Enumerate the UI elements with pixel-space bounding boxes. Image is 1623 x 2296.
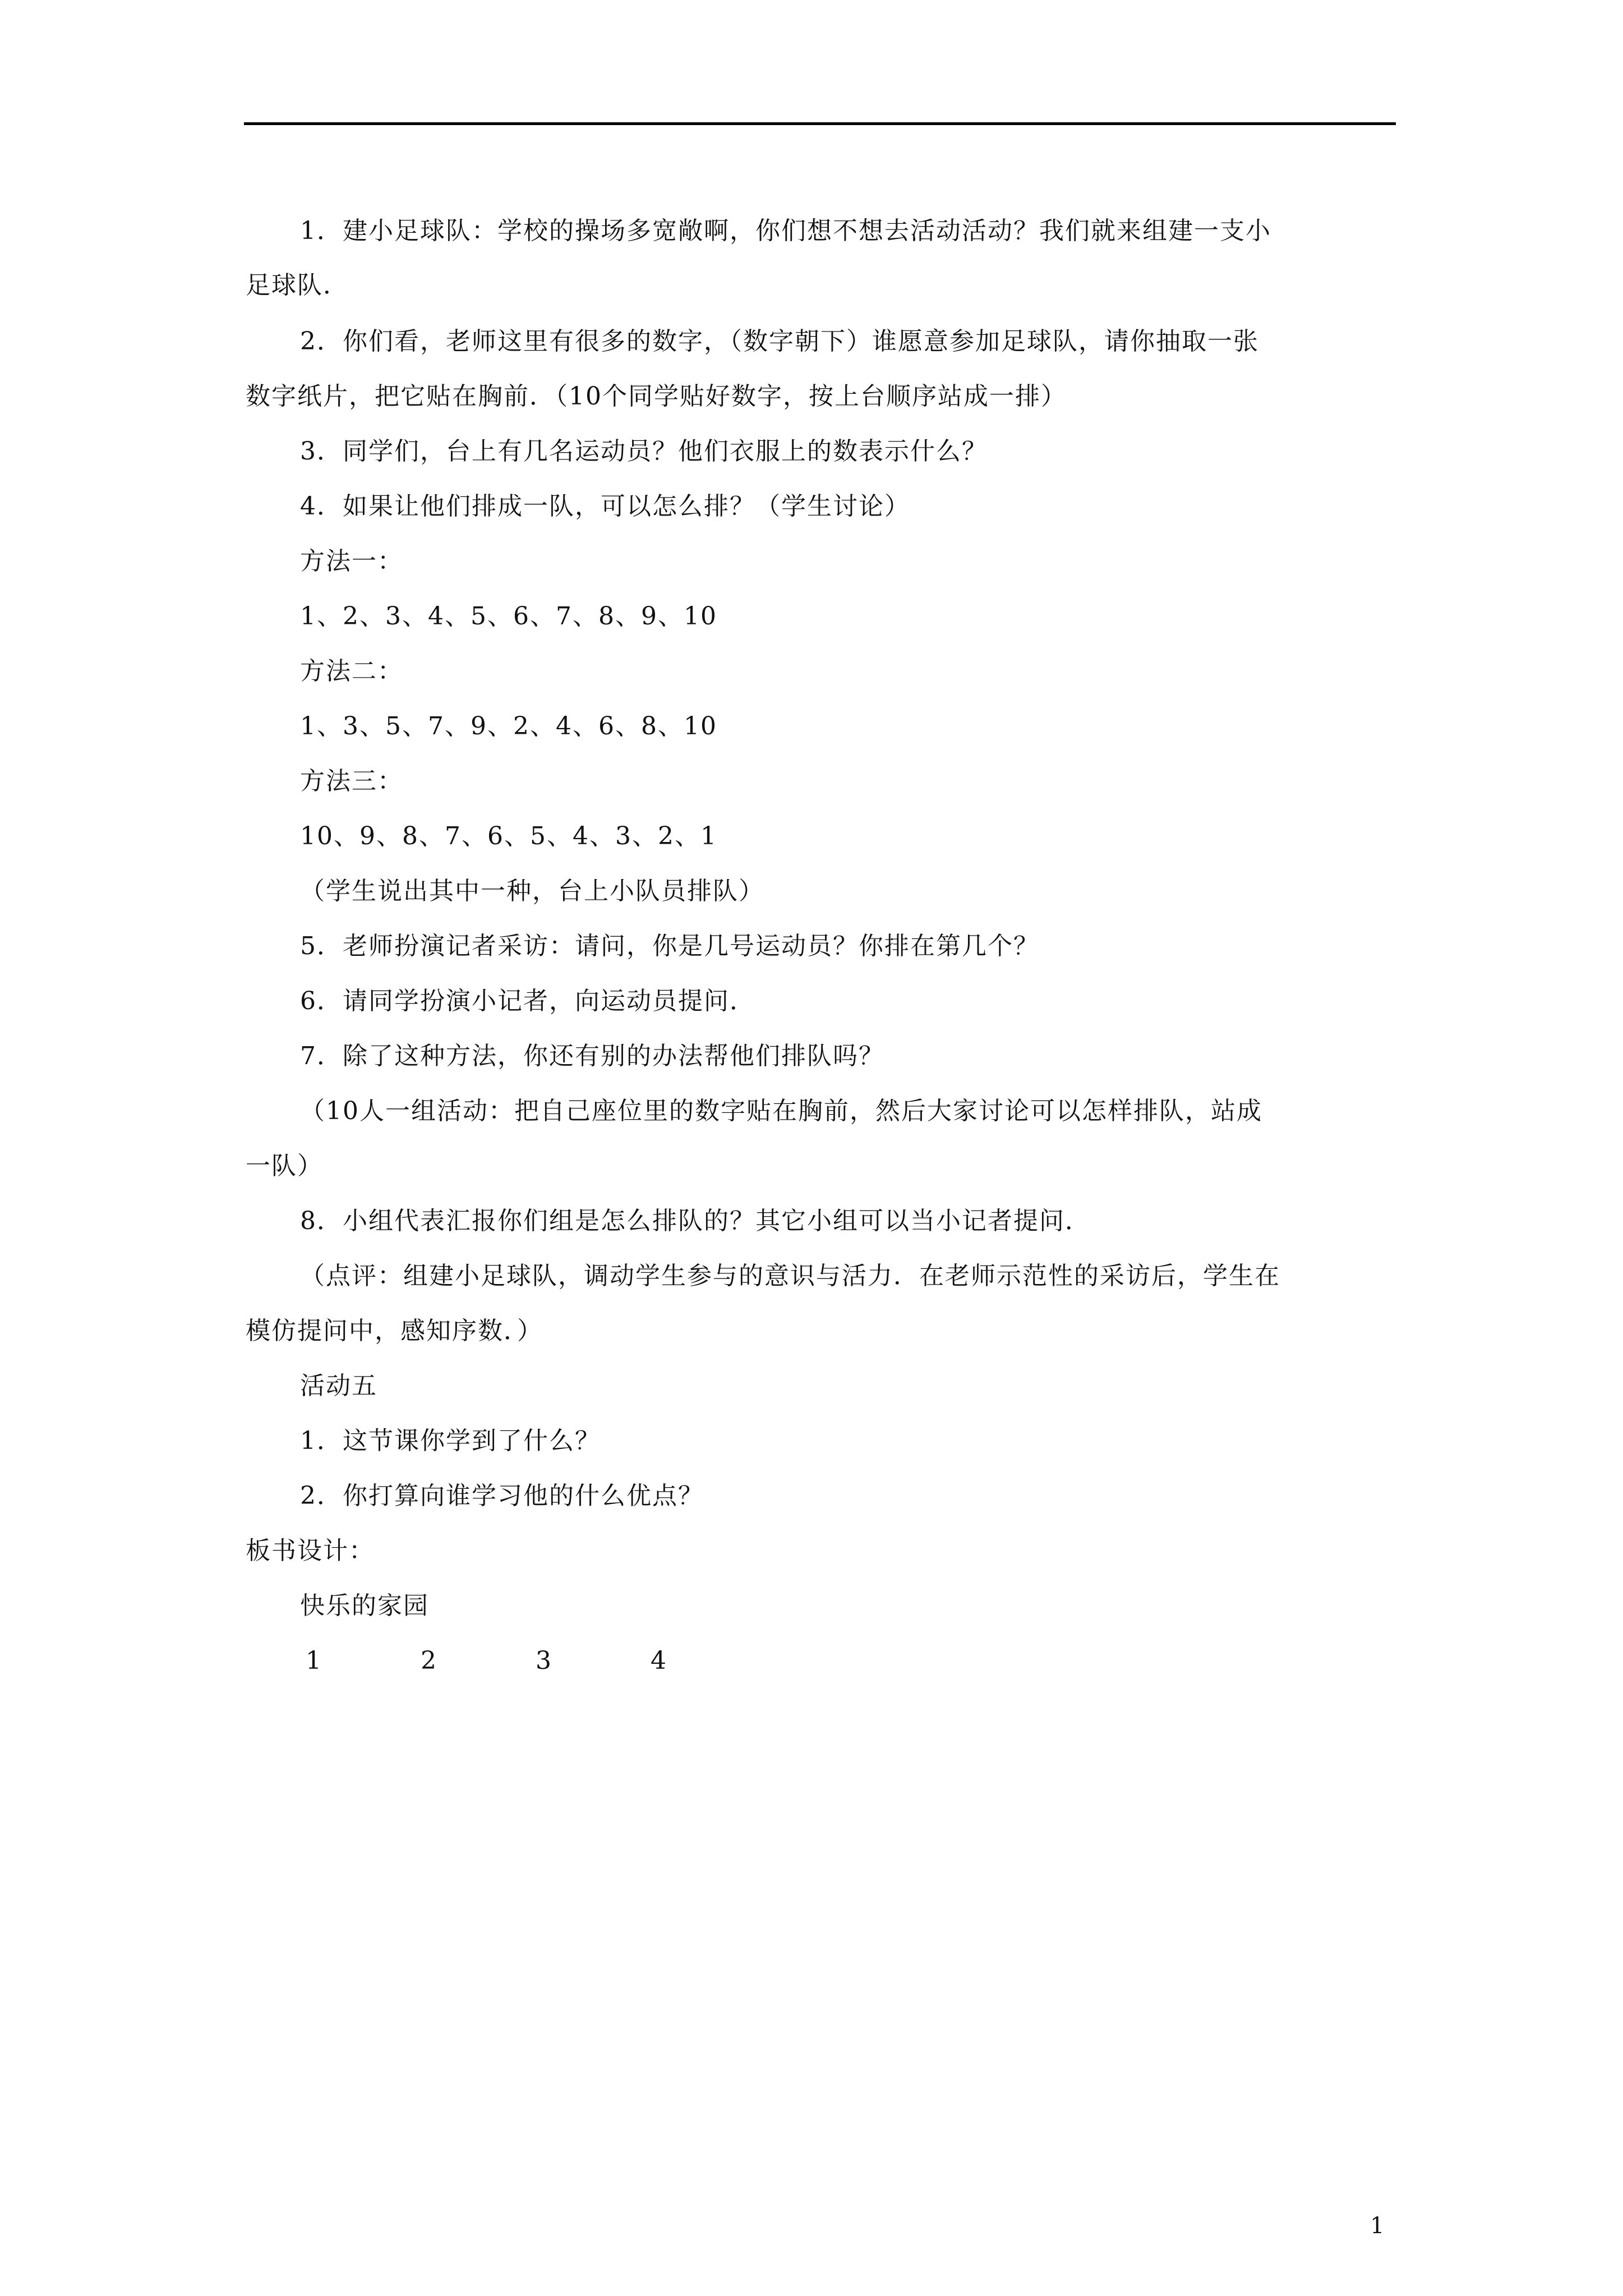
paragraph-line: 模仿提问中，感知序数．） [246,1317,543,1345]
board-number: 4 [651,1646,666,1675]
paragraph-line: 2．你打算向谁学习他的什么优点？ [300,1481,704,1510]
paragraph-line: 6．请同学扮演小记者，向运动员提问． [300,987,755,1015]
paragraph-line: 活动五 [300,1372,377,1400]
paragraph-line: 3．同学们，台上有几名运动员？他们衣服上的数表示什么？ [300,437,988,466]
paragraph-line: 7．除了这种方法，你还有别的办法帮他们排队吗？ [300,1042,884,1070]
paragraph-line: （10人一组活动：把自己座位里的数字贴在胸前，然后大家讨论可以怎样排队，站成 [300,1097,1262,1125]
paragraph-line: 1、3、5、7、9、2、4、6、8、10 [300,712,717,740]
paragraph-line: 方法二： [300,657,403,685]
paragraph-line: 一队） [246,1152,323,1180]
paragraph-line: 方法一： [300,547,403,576]
paragraph-line: 5．老师扮演记者采访：请问，你是几号运动员？你排在第几个？ [300,932,1039,960]
paragraph-line: 10、9、8、7、6、5、4、3、2、1 [300,822,717,850]
paragraph-line: 1、2、3、4、5、6、7、8、9、10 [300,602,717,631]
paragraph-line: 足球队． [246,271,349,300]
paragraph-line: （点评：组建小足球队，调动学生参与的意识与活力．在老师示范性的采访后，学生在 [300,1262,1280,1290]
paragraph-line: 2．你们看，老师这里有很多的数字，（数字朝下）谁愿意参加足球队，请你抽取一张 [300,327,1259,356]
board-number: 1 [306,1646,321,1675]
paragraph-line: 快乐的家园 [300,1591,429,1620]
paragraph-line: 板书设计： [246,1536,375,1565]
paragraph-line: 8．小组代表汇报你们组是怎么排队的？其它小组可以当小记者提问． [300,1207,1091,1235]
paragraph-line: 1．这节课你学到了什么？ [300,1427,601,1455]
paragraph-line: 4．如果让他们排成一队，可以怎么排？（学生讨论） [300,492,910,521]
board-number: 3 [536,1646,551,1675]
paragraph-line: 方法三： [300,767,403,795]
paragraph-line: 1．建小足球队：学校的操场多宽敞啊，你们想不想去活动活动？我们就来组建一支小 [300,217,1271,245]
page-number: 1 [1370,2213,1385,2239]
paragraph-line: 数字纸片，把它贴在胸前．（10个同学贴好数字，按上台顺序站成一排） [246,382,1067,411]
board-number: 2 [421,1646,436,1675]
paragraph-line: （学生说出其中一种，台上小队员排队） [300,877,764,905]
